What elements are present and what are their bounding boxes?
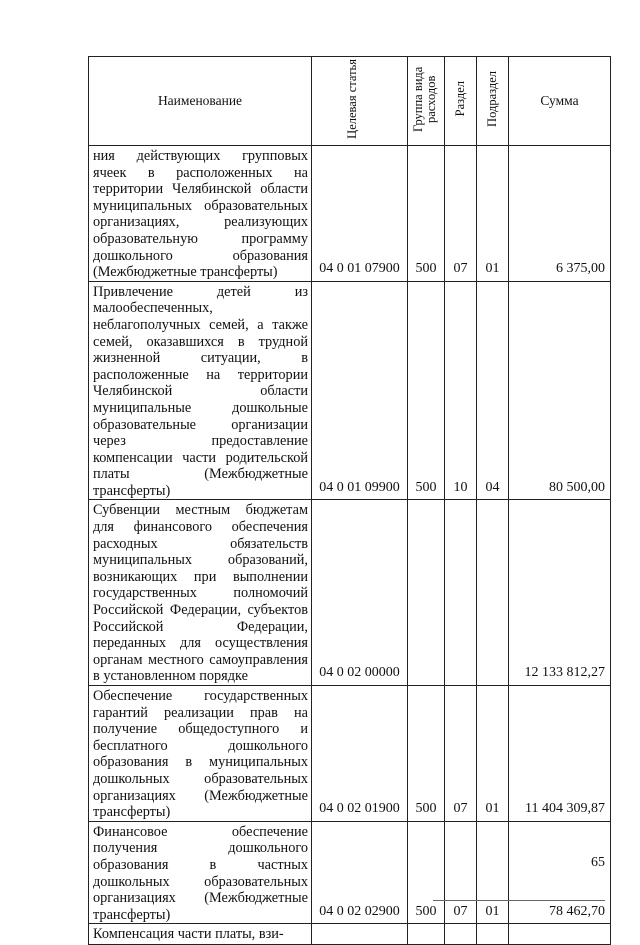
table-row (89, 686, 611, 822)
row-amount: 78 462,70 (509, 821, 611, 924)
header-target-label: Целевая статья (344, 59, 359, 139)
row-target: 04 0 01 07900 (312, 146, 408, 282)
row-subsection: 01 (477, 146, 509, 282)
row-name (89, 146, 312, 282)
table-row (89, 146, 611, 282)
footer-divider (433, 900, 605, 901)
page-number: 65 (591, 855, 605, 870)
row-name-text: Финансовое обеспечение получения дошкольного образования в частных дошкольных образовательных организациях (Межбюджетные трансферты) (93, 823, 308, 923)
row-name-text: Обеспечение государственных гарантий реализации прав на получение общедоступного и бесплатного дошкольного образования в муниципальных дошкольных образовательных организациях (Межбюджетные трансферты) (93, 688, 308, 821)
header-group (408, 57, 445, 146)
row-name (89, 281, 312, 500)
row-group: 500 (408, 281, 445, 500)
row-subsection: 01 (477, 686, 509, 822)
row-section (445, 500, 477, 686)
row-name-text: Субвенции местным бюджетам для финансового обеспечения расходных обязательств муниципальных образований, возникающих при выполнении государственных полномочий Российской Федерации, субъектов Российской Федерации, переданных для осуществления органам местного самоуправления в установленном порядке (93, 502, 308, 685)
row-name-text: Привлечение детей из малообеспеченных, неблагополучных семей, а также семей, оказавшихся в трудной жизненной ситуации, в расположенные на территории Челябинской области муниципальные дошкольные образовательные организации через предоставление компенсации части родительской платы (Межбюджетные трансферты) (93, 283, 308, 499)
row-name (89, 924, 312, 945)
table-row (89, 281, 611, 500)
table-row (89, 924, 611, 945)
header-name: Наименование (89, 57, 312, 146)
row-target: 04 0 02 00000 (312, 500, 408, 686)
row-name (89, 821, 312, 924)
table-row (89, 500, 611, 686)
header-section-label: Раздел (453, 81, 467, 117)
table-row (89, 821, 611, 924)
header-row (89, 57, 611, 146)
header-group-label: Группа вида расходов (411, 66, 438, 132)
row-group: 500 (408, 686, 445, 822)
row-amount: 80 500,00 (509, 281, 611, 500)
row-target: 04 0 02 01900 (312, 686, 408, 822)
row-name (89, 500, 312, 686)
row-subsection: 01 (477, 821, 509, 924)
row-group (408, 924, 445, 945)
row-subsection (477, 924, 509, 945)
row-group: 500 (408, 821, 445, 924)
row-subsection (477, 500, 509, 686)
row-name-text: ния действующих групповых ячеек в расположенных на территории Челябинской области муниципальных образовательных организациях, реализующих образовательную программу дошкольного образования (Межбюджетные трансферты) (93, 148, 308, 281)
row-group (408, 500, 445, 686)
header-subsection (477, 57, 509, 146)
row-section: 07 (445, 686, 477, 822)
row-section (445, 924, 477, 945)
row-amount (509, 924, 611, 945)
row-amount: 6 375,00 (509, 146, 611, 282)
row-name (89, 686, 312, 822)
row-section: 07 (445, 146, 477, 282)
row-amount: 11 404 309,87 (509, 686, 611, 822)
header-amount: Сумма (509, 57, 611, 146)
row-subsection: 04 (477, 281, 509, 500)
row-amount: 12 133 812,27 (509, 500, 611, 686)
row-section: 07 (445, 821, 477, 924)
header-target (312, 57, 408, 146)
row-section: 10 (445, 281, 477, 500)
row-target: 04 0 01 09900 (312, 281, 408, 500)
header-section (445, 57, 477, 146)
row-name-text: Компенсация части платы, взи- (93, 926, 284, 943)
budget-table (88, 56, 611, 945)
header-subsection-label: Подраздел (485, 71, 499, 127)
row-target (312, 924, 408, 945)
row-group: 500 (408, 146, 445, 282)
row-target: 04 0 02 02900 (312, 821, 408, 924)
